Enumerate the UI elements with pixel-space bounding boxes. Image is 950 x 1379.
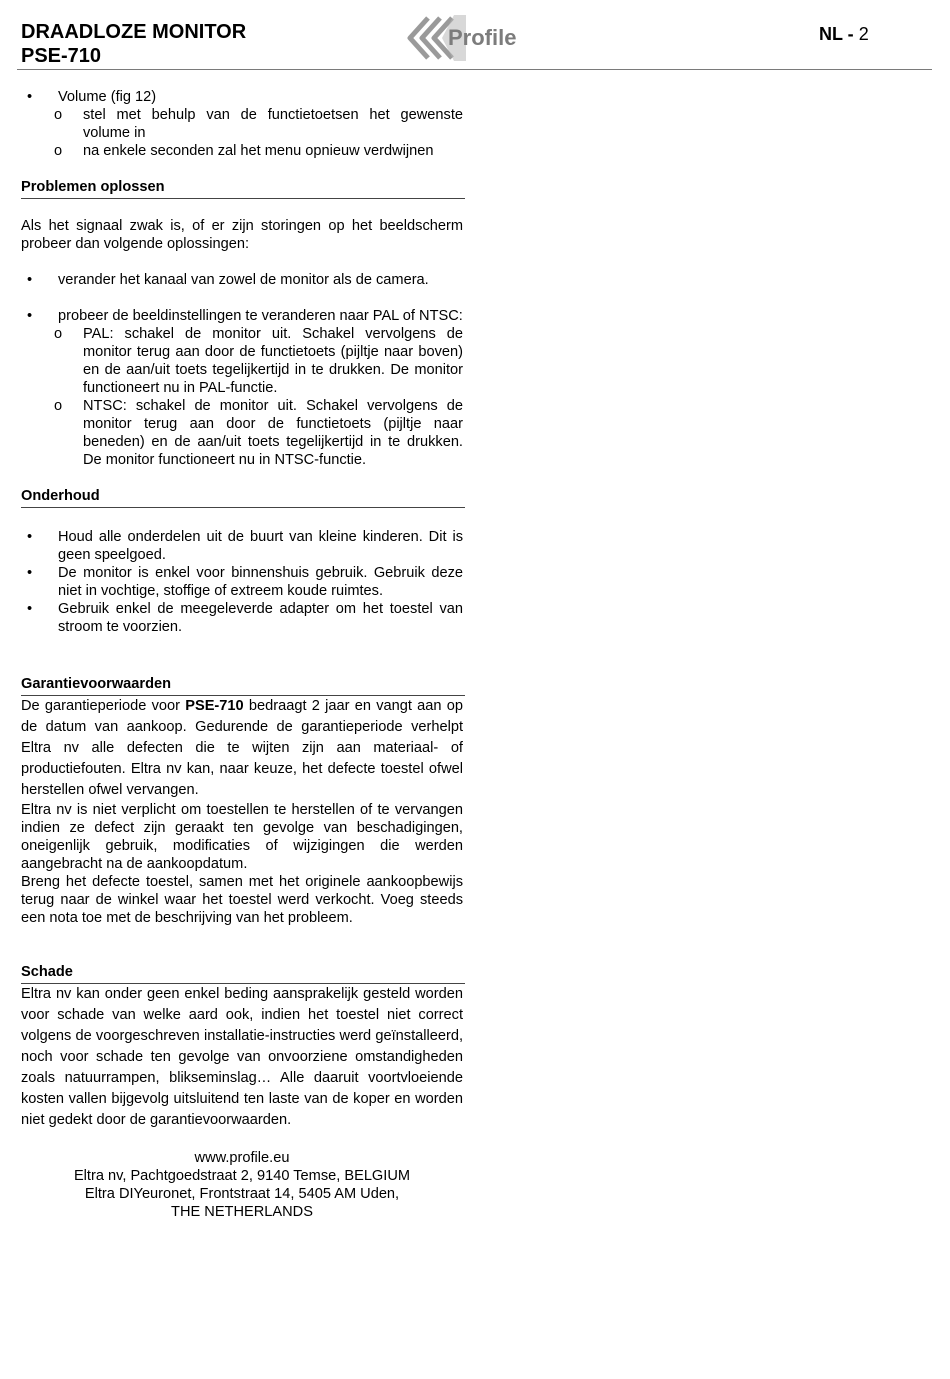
footer-website: www.profile.eu <box>194 1150 290 1166</box>
header-divider <box>17 69 932 70</box>
troubleshooting-intro: Als het signaal zwak is, of er zijn storingen op het beeldscherm probeer dan volgende oplossingen: <box>21 218 463 252</box>
warranty-paragraph: Eltra nv is niet verplicht om toestellen te herstellen of te vervangen indien ze defect zijn geraakt ten gevolge van beschadigingen, oneigenlijk gebruik, modificaties of wijzigingen die werden aangebracht na de aankoopdatum. <box>21 802 463 872</box>
footer-address: Eltra nv, Pachtgoedstraat 2, 9140 Temse, BELGIUM <box>73 1168 411 1184</box>
troubleshooting-bullet: • probeer de beeldinstellingen te veranderen naar PAL of NTSC: <box>21 307 463 325</box>
ntsc-instruction: o NTSC: schakel de monitor uit. Schakel vervolgens de monitor terug aan door de functietoets (pijltje naar beneden) en de aan/uit toets tegelijkertijd in te drukken. De monitor functioneert nu in NTSC-functie. <box>21 397 463 469</box>
troubleshooting-bullet: • verander het kanaal van zowel de monitor als de camera. <box>21 271 463 289</box>
document-body <box>21 88 463 1221</box>
page-header <box>0 0 950 72</box>
volume-step: o na enkele seconden zal het menu opnieuw verdwijnen <box>21 142 463 160</box>
warranty-paragraph: De garantieperiode voor PSE-710 bedraagt 2 jaar en vangt aan op de datum van aankoop. Gedurende de garantieperiode verhelpt Eltra nv alle defecten die te wijten zijn aan materiaal- of productiefouten. Eltra nv kan, naar keuze, het defecte toestel ofwel herstellen ofwel vervangen. <box>21 698 463 798</box>
section-heading-troubleshooting: Problemen oplossen <box>21 178 465 199</box>
page-number: 2 <box>858 24 869 44</box>
maintenance-item: • Gebruik enkel de meegeleverde adapter om het toestel van stroom te voorzien. <box>21 600 463 636</box>
pal-instruction: o PAL: schakel de monitor uit. Schakel vervolgens de monitor terug aan door de functietoets (pijltje naar boven) en de aan/uit toets tegelijkertijd in te drukken. De monitor functioneert nu in PAL-functie. <box>21 325 463 397</box>
page-indicator <box>819 23 869 45</box>
maintenance-item: • Houd alle onderdelen uit de buurt van kleine kinderen. Dit is geen speelgoed. <box>21 528 463 564</box>
warranty-model: PSE-710 <box>185 698 244 714</box>
section-heading-maintenance: Onderhoud <box>21 487 465 508</box>
section-heading-warranty: Garantievoorwaarden <box>21 675 465 696</box>
logo-wordmark: Profile <box>448 25 517 50</box>
damage-paragraph: Eltra nv kan onder geen enkel beding aansprakelijk gesteld worden voor schade van welke aard ook, indien het toestel niet correct volgens de voorgeschreven installatie-instructies werd geïnstalleerd, noch voor schade ten gevolge van onvoorziene omstandigheden zoals natuurrampen, blikseminslag… Alle daaruit voortvloeiende kosten vallen bijgevolg uitsluitend ten laste van de koper en worden niet gedekt door de garantievoorwaarden. <box>21 986 463 1128</box>
warranty-paragraph: Breng het defecte toestel, samen met het originele aankoopbewijs terug naar de winkel waar het toestel werd verkocht. Voeg steeds een nota toe met de beschrijving van het probleem. <box>21 874 463 926</box>
language-code: NL - <box>819 24 854 44</box>
document-title: DRAADLOZE MONITOR <box>21 21 247 43</box>
footer-address: Eltra DIYeuronet, Frontstraat 14, 5405 AM Uden, <box>84 1186 400 1202</box>
volume-bullet: • Volume (fig 12) <box>21 88 463 106</box>
footer-address: THE NETHERLANDS <box>171 1204 313 1220</box>
section-heading-damage: Schade <box>21 963 465 984</box>
profile-logo <box>402 12 524 64</box>
maintenance-item: • De monitor is enkel voor binnenshuis gebruik. Gebruik deze niet in vochtige, stoffige of extreem koude ruimtes. <box>21 564 463 600</box>
model-number: PSE-710 <box>21 45 102 67</box>
volume-step: o stel met behulp van de functietoetsen het gewenste volume in <box>21 106 463 142</box>
